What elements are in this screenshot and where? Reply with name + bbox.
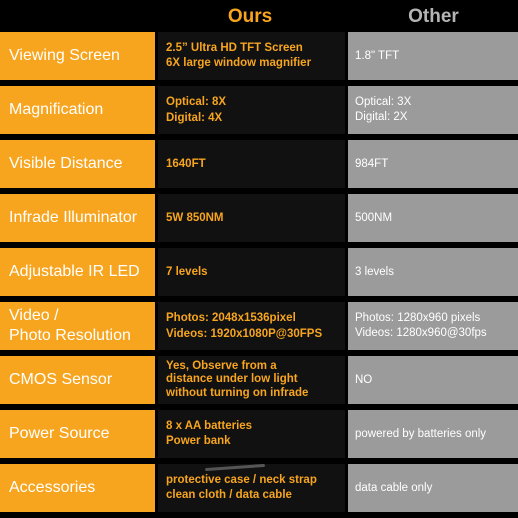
table-row bbox=[0, 464, 518, 512]
feature-label: Video / Photo Resolution bbox=[0, 302, 155, 350]
table-row bbox=[0, 356, 518, 404]
feature-label: Infrade Illuminator bbox=[0, 194, 155, 242]
feature-label: Visible Distance bbox=[0, 140, 155, 188]
feature-label: Viewing Screen bbox=[0, 32, 155, 80]
ours-value: 1640FT bbox=[158, 140, 345, 188]
ours-value: 8 x AA batteries Power bank bbox=[158, 410, 345, 458]
table-header bbox=[0, 0, 518, 32]
other-value: Optical: 3X Digital: 2X bbox=[348, 86, 518, 134]
other-value: NO bbox=[348, 356, 518, 404]
ours-value: 2.5” Ultra HD TFT Screen 6X large window magnifier bbox=[158, 32, 345, 80]
feature-label: Power Source bbox=[0, 410, 155, 458]
ours-value: 7 levels bbox=[158, 248, 345, 296]
column-header-other: Other bbox=[408, 6, 459, 27]
ours-value: Photos: 2048x1536pixel Videos: 1920x1080P@30FPS bbox=[158, 302, 345, 350]
table-row bbox=[0, 410, 518, 458]
feature-label: Accessories bbox=[0, 464, 155, 512]
table-row bbox=[0, 302, 518, 350]
other-value: 1.8" TFT bbox=[348, 32, 518, 80]
ours-value: 5W 850NM bbox=[158, 194, 345, 242]
other-value: 3 levels bbox=[348, 248, 518, 296]
other-value: 500NM bbox=[348, 194, 518, 242]
table-row bbox=[0, 86, 518, 134]
ours-value: Yes, Observe from a distance under low light without turning on infrade bbox=[158, 356, 345, 404]
feature-label: Magnification bbox=[0, 86, 155, 134]
table-row bbox=[0, 140, 518, 188]
other-value: Photos: 1280x960 pixels Videos: 1280x960@30fps bbox=[348, 302, 518, 350]
ours-value: protective case / neck strap clean cloth / data cable bbox=[158, 464, 345, 512]
feature-label: CMOS Sensor bbox=[0, 356, 155, 404]
other-value: data cable only bbox=[348, 464, 518, 512]
table-row bbox=[0, 248, 518, 296]
other-value: powered by batteries only bbox=[348, 410, 518, 458]
table-row bbox=[0, 32, 518, 80]
other-value: 984FT bbox=[348, 140, 518, 188]
table-row bbox=[0, 194, 518, 242]
column-header-ours: Ours bbox=[227, 6, 273, 27]
ours-value: Optical: 8X Digital: 4X bbox=[158, 86, 345, 134]
feature-label: Adjustable IR LED bbox=[0, 248, 155, 296]
